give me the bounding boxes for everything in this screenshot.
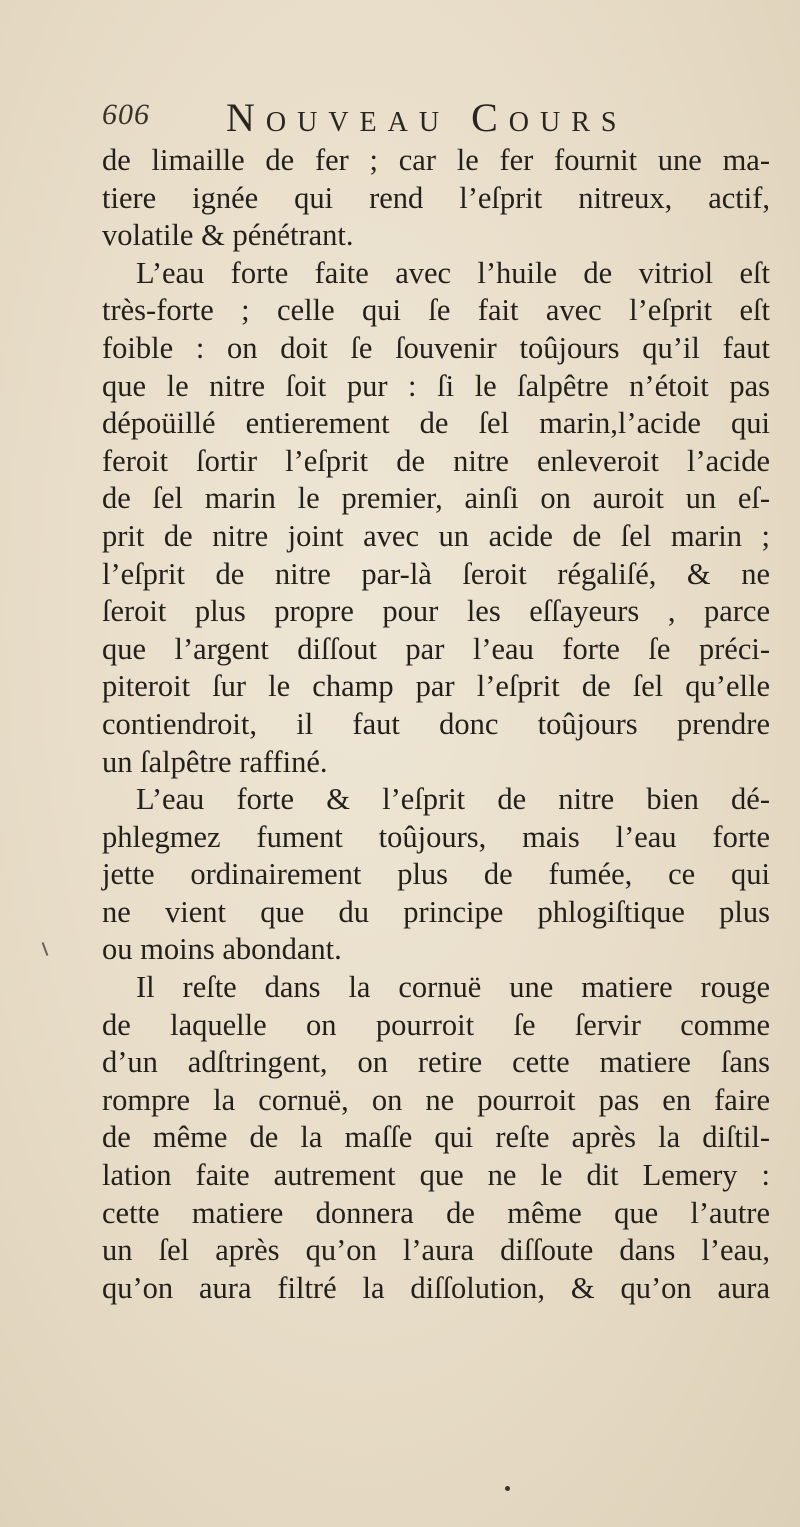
text-line: piteroit ſur le champ par l’eſprit de ſel qu’elle (102, 669, 770, 704)
text-line: un ſel après qu’on l’aura diſſoute dans l’eau, (102, 1233, 770, 1268)
ink-dot (505, 1486, 510, 1491)
text-line: lation faite autrement que ne le dit Lemery : (102, 1158, 770, 1193)
page-number: 606 (102, 98, 150, 131)
text-line: volatile & pénétrant. (102, 218, 354, 253)
page-header (102, 94, 722, 140)
text-line: ſeroit plus propre pour les eſſayeurs , parce (102, 594, 770, 629)
text-line: de limaille de fer ; car le fer fournit une ma- (102, 143, 770, 177)
text-line: contiendroit, il faut donc toûjours prendre (102, 706, 770, 741)
text-line: d’un adſtringent, on retire cette matiere ſans (102, 1045, 770, 1080)
margin-mark (42, 942, 49, 956)
text-line: ne vient que du principe phlogiſtique plus (102, 894, 770, 929)
text-line: qu’on aura filtré la diſſolution, & qu’on aura (102, 1270, 770, 1305)
text-line: jette ordinairement plus de fumée, ce qui (102, 857, 770, 892)
text-line: que l’argent diſſout par l’eau forte ſe préci- (102, 631, 770, 666)
text-line: prit de nitre joint avec un acide de ſel marin ; (102, 518, 770, 553)
text-line: que le nitre ſoit pur : ſi le ſalpêtre n’étoit pas (102, 368, 770, 403)
text-line: foible : on doit ſe ſouvenir toûjours qu’il faut (102, 330, 770, 365)
text-line: un ſalpêtre raffiné. (102, 744, 328, 779)
text-line: de ſel marin le premier, ainſi on auroit un eſ- (102, 481, 770, 516)
text-line: Il reſte dans la cornuë une matiere rouge (136, 970, 770, 1005)
text-line: dépoüillé entierement de ſel marin,l’acide qui (102, 406, 770, 441)
text-line: l’eſprit de nitre par-là ſeroit régaliſé, & ne (102, 556, 770, 591)
text-line: de même de la maſſe qui reſte après la diſtil- (102, 1120, 770, 1155)
text-line: de laquelle on pourroit ſe ſervir comme (102, 1007, 770, 1042)
text-line: phlegmez fument toûjours, mais l’eau forte (102, 819, 770, 854)
body-text (102, 142, 770, 1307)
text-line: L’eau forte faite avec l’huile de vitriol eſt (136, 255, 770, 290)
text-line: L’eau forte & l’eſprit de nitre bien dé- (136, 782, 770, 817)
text-line: rompre la cornuë, on ne pourroit pas en faire (102, 1082, 770, 1117)
text-line: tiere ignée qui rend l’eſprit nitreux, actif, (102, 180, 770, 215)
text-line: très-forte ; celle qui ſe fait avec l’eſprit eſt (102, 293, 770, 328)
text-line: ou moins abondant. (102, 932, 342, 967)
text-line: feroit ſortir l’eſprit de nitre enleveroit l’acide (102, 443, 770, 478)
text-line: cette matiere donnera de même que l’autre (102, 1195, 770, 1230)
running-title: Nouveau Cours (226, 95, 628, 140)
